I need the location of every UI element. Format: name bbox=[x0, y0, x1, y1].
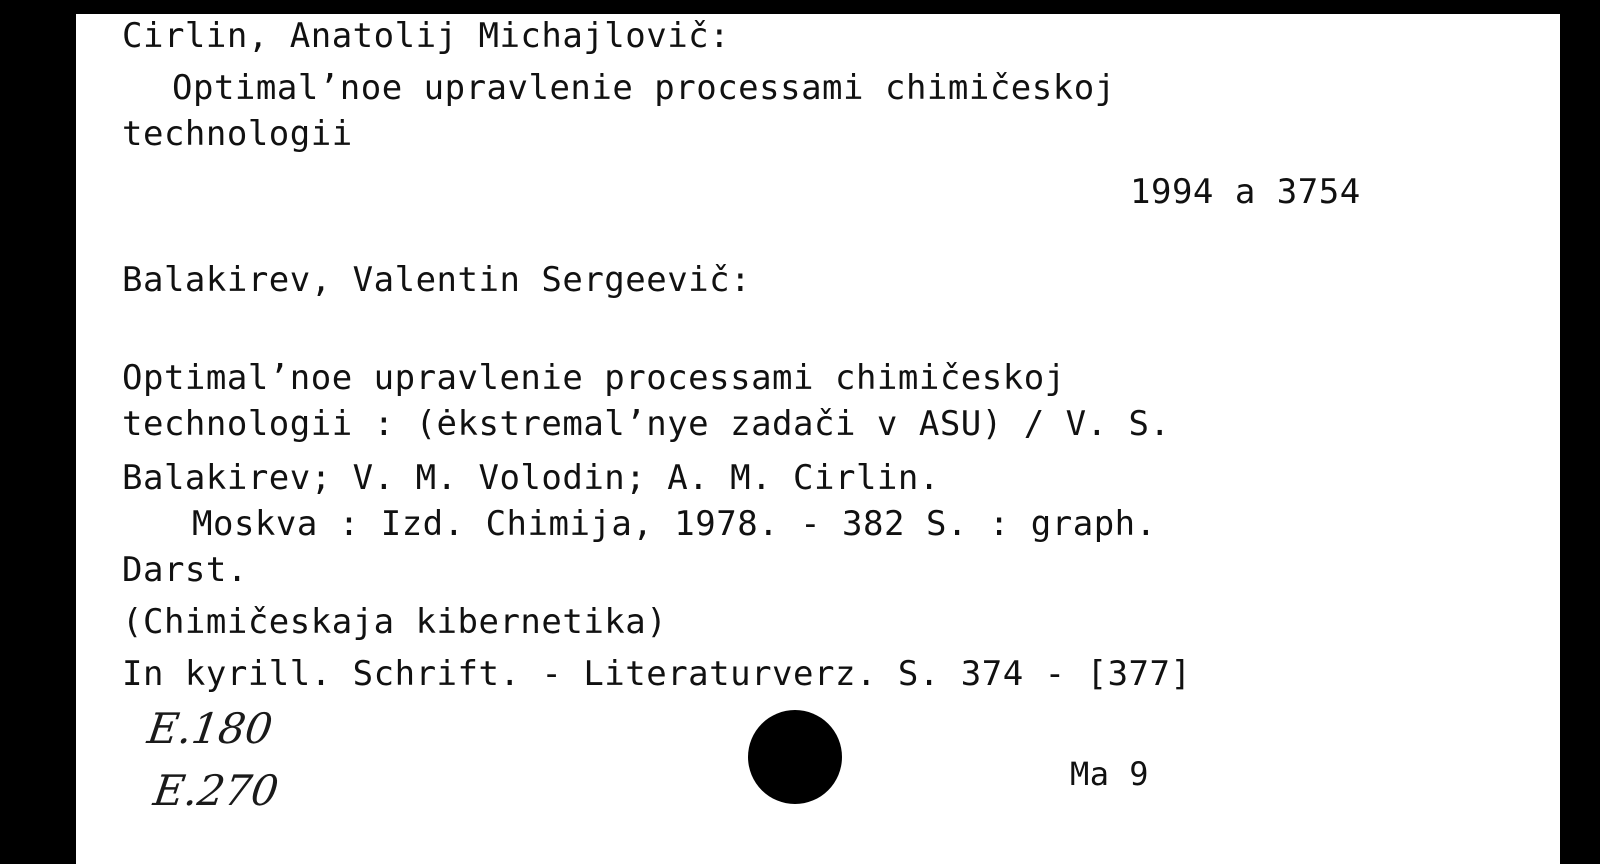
punch-hole bbox=[748, 710, 842, 804]
catalog-card bbox=[76, 14, 1560, 864]
location-code: Ma 9 bbox=[1070, 755, 1150, 793]
header-author: Cirlin, Anatolij Michajlovič: bbox=[122, 16, 731, 56]
shelfmark: 1994 a 3754 bbox=[1130, 172, 1361, 212]
imprint-line-1: Moskva : Izd. Chimija, 1978. - 382 S. : graph. bbox=[192, 504, 1157, 544]
title-line-3: Balakirev; V. M. Volodin; A. M. Cirlin. bbox=[122, 458, 940, 498]
header-title-line-1: Optimal’noe upravlenie processami chimičeskoj bbox=[172, 68, 1116, 108]
series-statement: (Chimičeskaja kibernetika) bbox=[122, 602, 668, 642]
header-title-line-2: technologii bbox=[122, 114, 353, 154]
title-line-2: technologii : (ėkstremal’nye zadači v ASU) / V. S. bbox=[122, 404, 1171, 444]
main-author: Balakirev, Valentin Sergeevič: bbox=[122, 260, 752, 300]
handwritten-number-2: E.270 bbox=[150, 766, 282, 815]
title-line-1: Optimal’noe upravlenie processami chimičeskoj bbox=[122, 358, 1066, 398]
imprint-line-2: Darst. bbox=[122, 550, 248, 590]
handwritten-number-1: E.180 bbox=[144, 704, 276, 753]
bibliographic-note: In kyrill. Schrift. - Literaturverz. S. 374 - [377] bbox=[122, 654, 1192, 694]
